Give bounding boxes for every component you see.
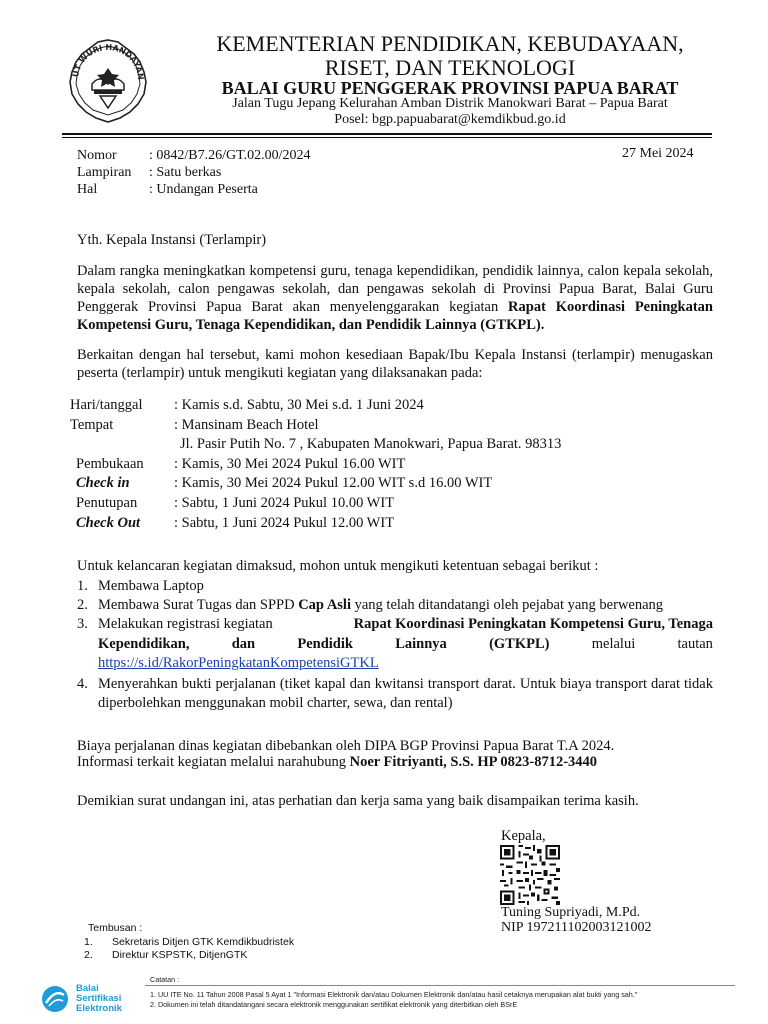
rule-item (77, 675, 713, 713)
signatory-name: Tuning Supriyadi, M.Pd. (501, 905, 641, 920)
checkout-value: : Sabtu, 1 Juni 2024 Pukul 12.00 WIT (174, 514, 395, 531)
institution-name: BALAI GURU PENGGERAK PROVINSI PAPUA BARAT (221, 78, 679, 98)
tembusan-number: 2. (84, 949, 93, 961)
penutupan-value: : Sabtu, 1 Juni 2024 Pukul 10.00 WIT (174, 494, 395, 511)
letterhead-rule-thick (62, 133, 712, 135)
rule-item (77, 615, 713, 673)
contact-note (77, 753, 597, 771)
bsre-emblem-icon (40, 984, 70, 1014)
checkin-label: Check in (76, 475, 130, 492)
rule-number: 3. (77, 616, 88, 633)
ministry-line-1: KEMENTERIAN PENDIDIKAN, KEBUDAYAAN, (216, 31, 684, 56)
penutupan-label: Penutupan (76, 494, 138, 511)
rule-text-tail: yang telah ditandatangi oleh pejabat yang berwenang (351, 597, 664, 614)
tempat-value: : Mansinam Beach Hotel (174, 416, 319, 433)
tempat-label: Tempat (70, 416, 114, 433)
tembusan-label: Tembusan : (88, 922, 143, 934)
tembusan-text: Sekretaris Ditjen GTK Kemdikbudristek (112, 936, 295, 948)
rule-item (77, 596, 713, 615)
event-word: Pendidik (297, 635, 353, 652)
hari-label: Hari/tanggal (70, 397, 143, 413)
closing-text: Demikian surat undangan ini, atas perhatian dan kerja sama yang baik disampaikan terima kasih. (77, 793, 639, 809)
lampiran-label: Lampiran (77, 165, 132, 180)
event-word: (GTKPL) (489, 635, 550, 652)
rule-text: Melakukan registrasi kegiatan (98, 616, 273, 633)
paragraph-intro-text: Dalam rangka meningkatkan kompetensi guru, tenaga kependidikan, pendidik lainnya, calon kepala sekolah, kepala sekolah, calon pengawas sekolah, dan pengawas sekolah di Provinsi Papua Barat, Balai Guru Penggerak Provinsi Papua Barat akan menyelenggarakan kegiatan (77, 263, 713, 315)
hal-label: Hal (77, 182, 98, 197)
signature-title: Kepala, (501, 828, 546, 844)
rule-item (77, 577, 713, 596)
funding-note: Biaya perjalanan dinas kegiatan dibebankan oleh DIPA BGP Provinsi Papua Barat T.A 2024. (77, 738, 615, 754)
event-word: Lainnya (395, 635, 447, 652)
rules-list (77, 577, 713, 713)
qr-code-signature (500, 845, 560, 905)
rule-text: Membawa Surat Tugas dan SPPD (98, 597, 299, 614)
contact-text: Informasi terkait kegiatan melalui narahubung (77, 754, 350, 770)
rule-3-line-3 (98, 654, 713, 673)
schedule-table (70, 396, 561, 533)
rule-3-line-2 (98, 635, 713, 654)
pembukaan-value: : Kamis, 30 Mei 2024 Pukul 16.00 WIT (174, 455, 406, 472)
rule-number: 1. (77, 578, 88, 594)
rule-3-line-1 (98, 615, 713, 634)
letter-date: 27 Mei 2024 (622, 146, 694, 161)
tembusan-text: Direktur KSPSTK, DitjenGTK (112, 949, 248, 961)
rule-text: Membawa Laptop (98, 578, 204, 594)
event-name: Rapat Koordinasi Peningkatan Kompetensi Guru, Tenaga Kependidikan, dan Pendidik Lainnya (GTKPL). (77, 299, 713, 333)
rule-number: 2. (77, 597, 88, 614)
institution-email: Posel: bgp.papuabarat@kemdikbud.go.id (334, 112, 566, 127)
rules-intro: Untuk kelancaran kegiatan dimaksud, mohon untuk mengikuti ketentuan sebagai berikut : (77, 558, 599, 574)
checkout-label: Check Out (76, 514, 141, 531)
signatory-nip: NIP 197211102003121002 (501, 920, 652, 935)
nomor-label: Nomor (77, 148, 117, 163)
bsre-logo (40, 982, 150, 1016)
letterhead-rule-thin (62, 137, 712, 138)
tembusan-item (84, 936, 294, 949)
rule-text: Menyerahkan bukti perjalanan (tiket kapal dan kwitansi transport darat. Untuk biaya transport darat tidak diperbolehkan menggunakan mobil charter, sewa, dan rental) (98, 676, 713, 712)
bsre-line: Balai (76, 983, 99, 994)
ministry-line-2: RISET, DAN TEKNOLOGI (324, 55, 576, 80)
checkin-value: : Kamis, 30 Mei 2024 Pukul 12.00 WIT s.d 16.00 WIT (174, 475, 493, 492)
footer-divider (145, 985, 735, 986)
bsre-text (76, 984, 122, 1014)
hal-value: : Undangan Peserta (149, 182, 258, 197)
bsre-line: Elektronik (76, 1003, 122, 1014)
tut-wuri-handayani-logo (66, 36, 150, 126)
institution-address: Jalan Tugu Jepang Kelurahan Amban Distrik Manokwari Barat – Papua Barat (232, 96, 668, 111)
bsre-line: Sertifikasi (76, 993, 122, 1004)
contact-person: Noer Fitriyanti, S.S. HP 0823-8712-3440 (349, 754, 598, 770)
rule-word: melalui (591, 635, 636, 652)
pembukaan-label: Pembukaan (76, 455, 144, 472)
event-word: Kependidikan, (98, 635, 190, 652)
nomor-value: : 0842/B7.26/GT.02.00/2024 (149, 148, 311, 163)
venue-address: Jl. Pasir Putih No. 7 , Kabupaten Manokwari, Papua Barat. 98313 (180, 436, 562, 453)
registration-link[interactable]: https://s.id/RakorPeningkatanKompetensiGTKL (98, 654, 379, 671)
hari-value: : Kamis s.d. Sabtu, 30 Mei s.d. 1 Juni 2024 (174, 397, 424, 413)
cap-asli: Cap Asli (298, 597, 351, 614)
event-name-line-1: Rapat Koordinasi Peningkatan Kompetensi Guru, Tenaga (353, 616, 713, 633)
rule-word: tautan (677, 635, 713, 652)
lampiran-value: : Satu berkas (149, 165, 222, 180)
event-word: dan (231, 635, 256, 652)
footer-note: 2. Dokumen ini telah ditandatangani secara elektronik menggunakan sertifikat elektronik yang diterbitkan oleh BSrE (150, 1000, 518, 1009)
catatan-label: Catatan : (150, 975, 180, 984)
tembusan-item (84, 949, 247, 962)
paragraph-intro (77, 262, 713, 334)
salutation: Yth. Kepala Instansi (Terlampir) (77, 232, 267, 248)
letter-meta (77, 147, 311, 198)
ministry-name (150, 32, 750, 80)
rule-number: 4. (77, 676, 88, 693)
footer-note: 1. UU ITE No. 11 Tahun 2008 Pasal 5 Ayat 1 "Informasi Elektronik dan/atau Dokumen Elektronik dan/atau hasil cetaknya merupakan alat bukti yang sah." (150, 990, 638, 999)
svg-text:TUT WURI HANDAYANI: UT WURI HANDAYAN (71, 42, 146, 81)
tembusan-number: 1. (84, 936, 93, 948)
paragraph-request: Berkaitan dengan hal tersebut, kami mohon kesediaan Bapak/Ibu Kepala Instansi (terlampir) menugaskan peserta (terlampir) untuk mengikuti kegiatan yang dilaksanakan pada: (77, 347, 713, 381)
